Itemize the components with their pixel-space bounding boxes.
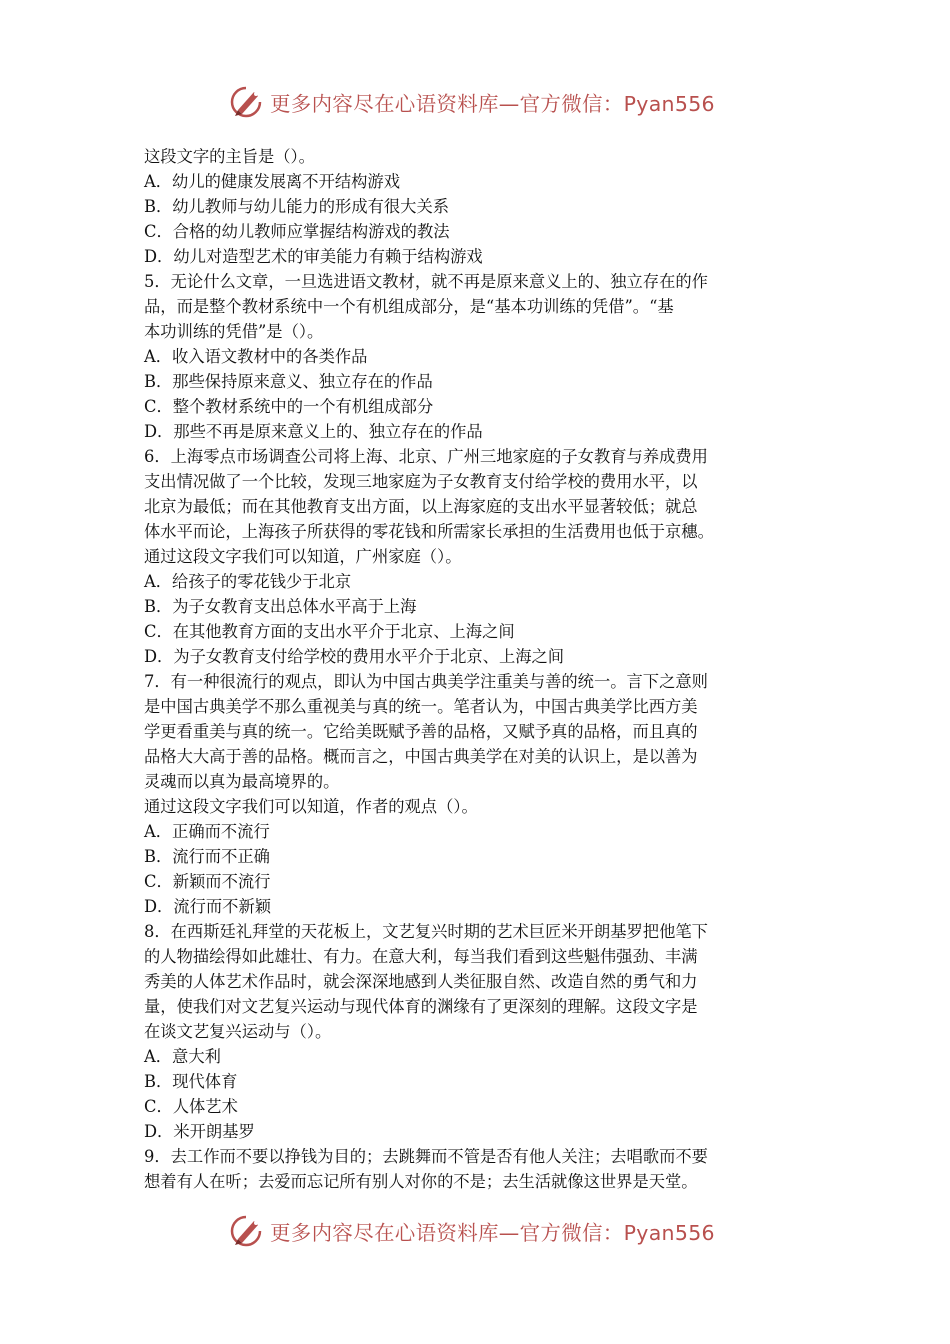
pen-logo-icon bbox=[226, 1211, 266, 1251]
text-line: D．流行而不新颖 bbox=[144, 897, 272, 916]
text-line: B．幼儿教师与幼儿能力的形成有很大关系 bbox=[144, 197, 450, 216]
text-line: 8．在西斯廷礼拜堂的天花板上，文艺复兴时期的艺术巨匠米开朗基罗把他笔下 bbox=[144, 922, 708, 941]
banner-text: 更多内容尽在心语资料库—官方微信：Pyan556 bbox=[270, 1221, 715, 1245]
text-line: C．合格的幼儿教师应掌握结构游戏的教法 bbox=[144, 222, 450, 241]
text-line: 学更看重美与真的统一。它给美既赋予善的品格，又赋予真的品格，而且真的 bbox=[144, 722, 698, 741]
text-line: 5．无论什么文章，一旦选进语文教材，就不再是原来意义上的、独立存在的作 bbox=[144, 272, 708, 291]
text-line: 6．上海零点市场调查公司将上海、北京、广州三地家庭的子女教育与养成费用 bbox=[144, 447, 708, 466]
text-line: A．给孩子的零花钱少于北京 bbox=[144, 572, 352, 591]
text-line: D．幼儿对造型艺术的审美能力有赖于结构游戏 bbox=[144, 247, 483, 266]
text-line: B．那些保持原来意义、独立存在的作品 bbox=[144, 372, 433, 391]
text-line: A．意大利 bbox=[144, 1047, 221, 1066]
text-line: A．收入语文教材中的各类作品 bbox=[144, 347, 368, 366]
text-line: 的人物描绘得如此雄壮、有力。在意大利，每当我们看到这些魁伟强劲、丰满 bbox=[144, 947, 698, 966]
text-line: 是中国古典美学不那么重视美与真的统一。笔者认为，中国古典美学比西方美 bbox=[144, 697, 698, 716]
header-banner bbox=[226, 82, 726, 122]
text-line: 量，使我们对文艺复兴运动与现代体育的渊缘有了更深刻的理解。这段文字是 bbox=[144, 997, 698, 1016]
text-line: D．米开朗基罗 bbox=[144, 1122, 255, 1141]
text-line: C．在其他教育方面的支出水平介于北京、上海之间 bbox=[144, 622, 515, 641]
pen-logo-icon bbox=[226, 82, 266, 122]
text-line: C．整个教材系统中的一个有机组成部分 bbox=[144, 397, 434, 416]
text-line: 通过这段文字我们可以知道，作者的观点（）。 bbox=[144, 797, 478, 816]
text-line: 支出情况做了一个比较，发现三地家庭为子女教育支付给学校的费用水平，以 bbox=[144, 472, 698, 491]
text-line: 本功训练的凭借”是（）。 bbox=[144, 322, 324, 341]
text-line: 通过这段文字我们可以知道，广州家庭（）。 bbox=[144, 547, 462, 566]
text-line: 品格大大高于善的品格。概而言之，中国古典美学在对美的认识上，是以善为 bbox=[144, 747, 698, 766]
text-line: B．为子女教育支出总体水平高于上海 bbox=[144, 597, 417, 616]
text-line: A．幼儿的健康发展离不开结构游戏 bbox=[144, 172, 400, 191]
document-body bbox=[144, 144, 820, 1194]
footer-banner bbox=[226, 1211, 726, 1251]
text-line: 秀美的人体艺术作品时，就会深深地感到人类征服自然、改造自然的勇气和力 bbox=[144, 972, 698, 991]
text-line: D．为子女教育支付给学校的费用水平介于北京、上海之间 bbox=[144, 647, 565, 666]
text-line: C．新颖而不流行 bbox=[144, 872, 271, 891]
text-line: 9．去工作而不要以挣钱为目的；去跳舞而不管是否有他人关注；去唱歌而不要 bbox=[144, 1147, 708, 1166]
banner-text: 更多内容尽在心语资料库—官方微信：Pyan556 bbox=[270, 92, 715, 116]
text-line: 这段文字的主旨是（）。 bbox=[144, 147, 315, 166]
text-line: B．流行而不正确 bbox=[144, 847, 270, 866]
text-line: 体水平而论，上海孩子所获得的零花钱和所需家长承担的生活费用也低于京穗。 bbox=[144, 522, 714, 541]
text-line: 在谈文艺复兴运动与（）。 bbox=[144, 1022, 332, 1041]
text-line: 灵魂而以真为最高境界的。 bbox=[144, 772, 340, 791]
text-line: D．那些不再是原来意义上的、独立存在的作品 bbox=[144, 422, 483, 441]
text-line: 7．有一种很流行的观点，即认为中国古典美学注重美与善的统一。言下之意则 bbox=[144, 672, 708, 691]
text-line: 想着有人在听；去爱而忘记所有别人对你的不是；去生活就像这世界是天堂。 bbox=[144, 1172, 698, 1191]
text-line: 北京为最低；而在其他教育支出方面，以上海家庭的支出水平显著较低；就总 bbox=[144, 497, 698, 516]
text-line: A．正确而不流行 bbox=[144, 822, 270, 841]
text-line: C．人体艺术 bbox=[144, 1097, 238, 1116]
text-line: B．现代体育 bbox=[144, 1072, 238, 1091]
text-line: 品，而是整个教材系统中一个有机组成部分，是“基本功训练的凭借”。“基 bbox=[144, 297, 674, 316]
